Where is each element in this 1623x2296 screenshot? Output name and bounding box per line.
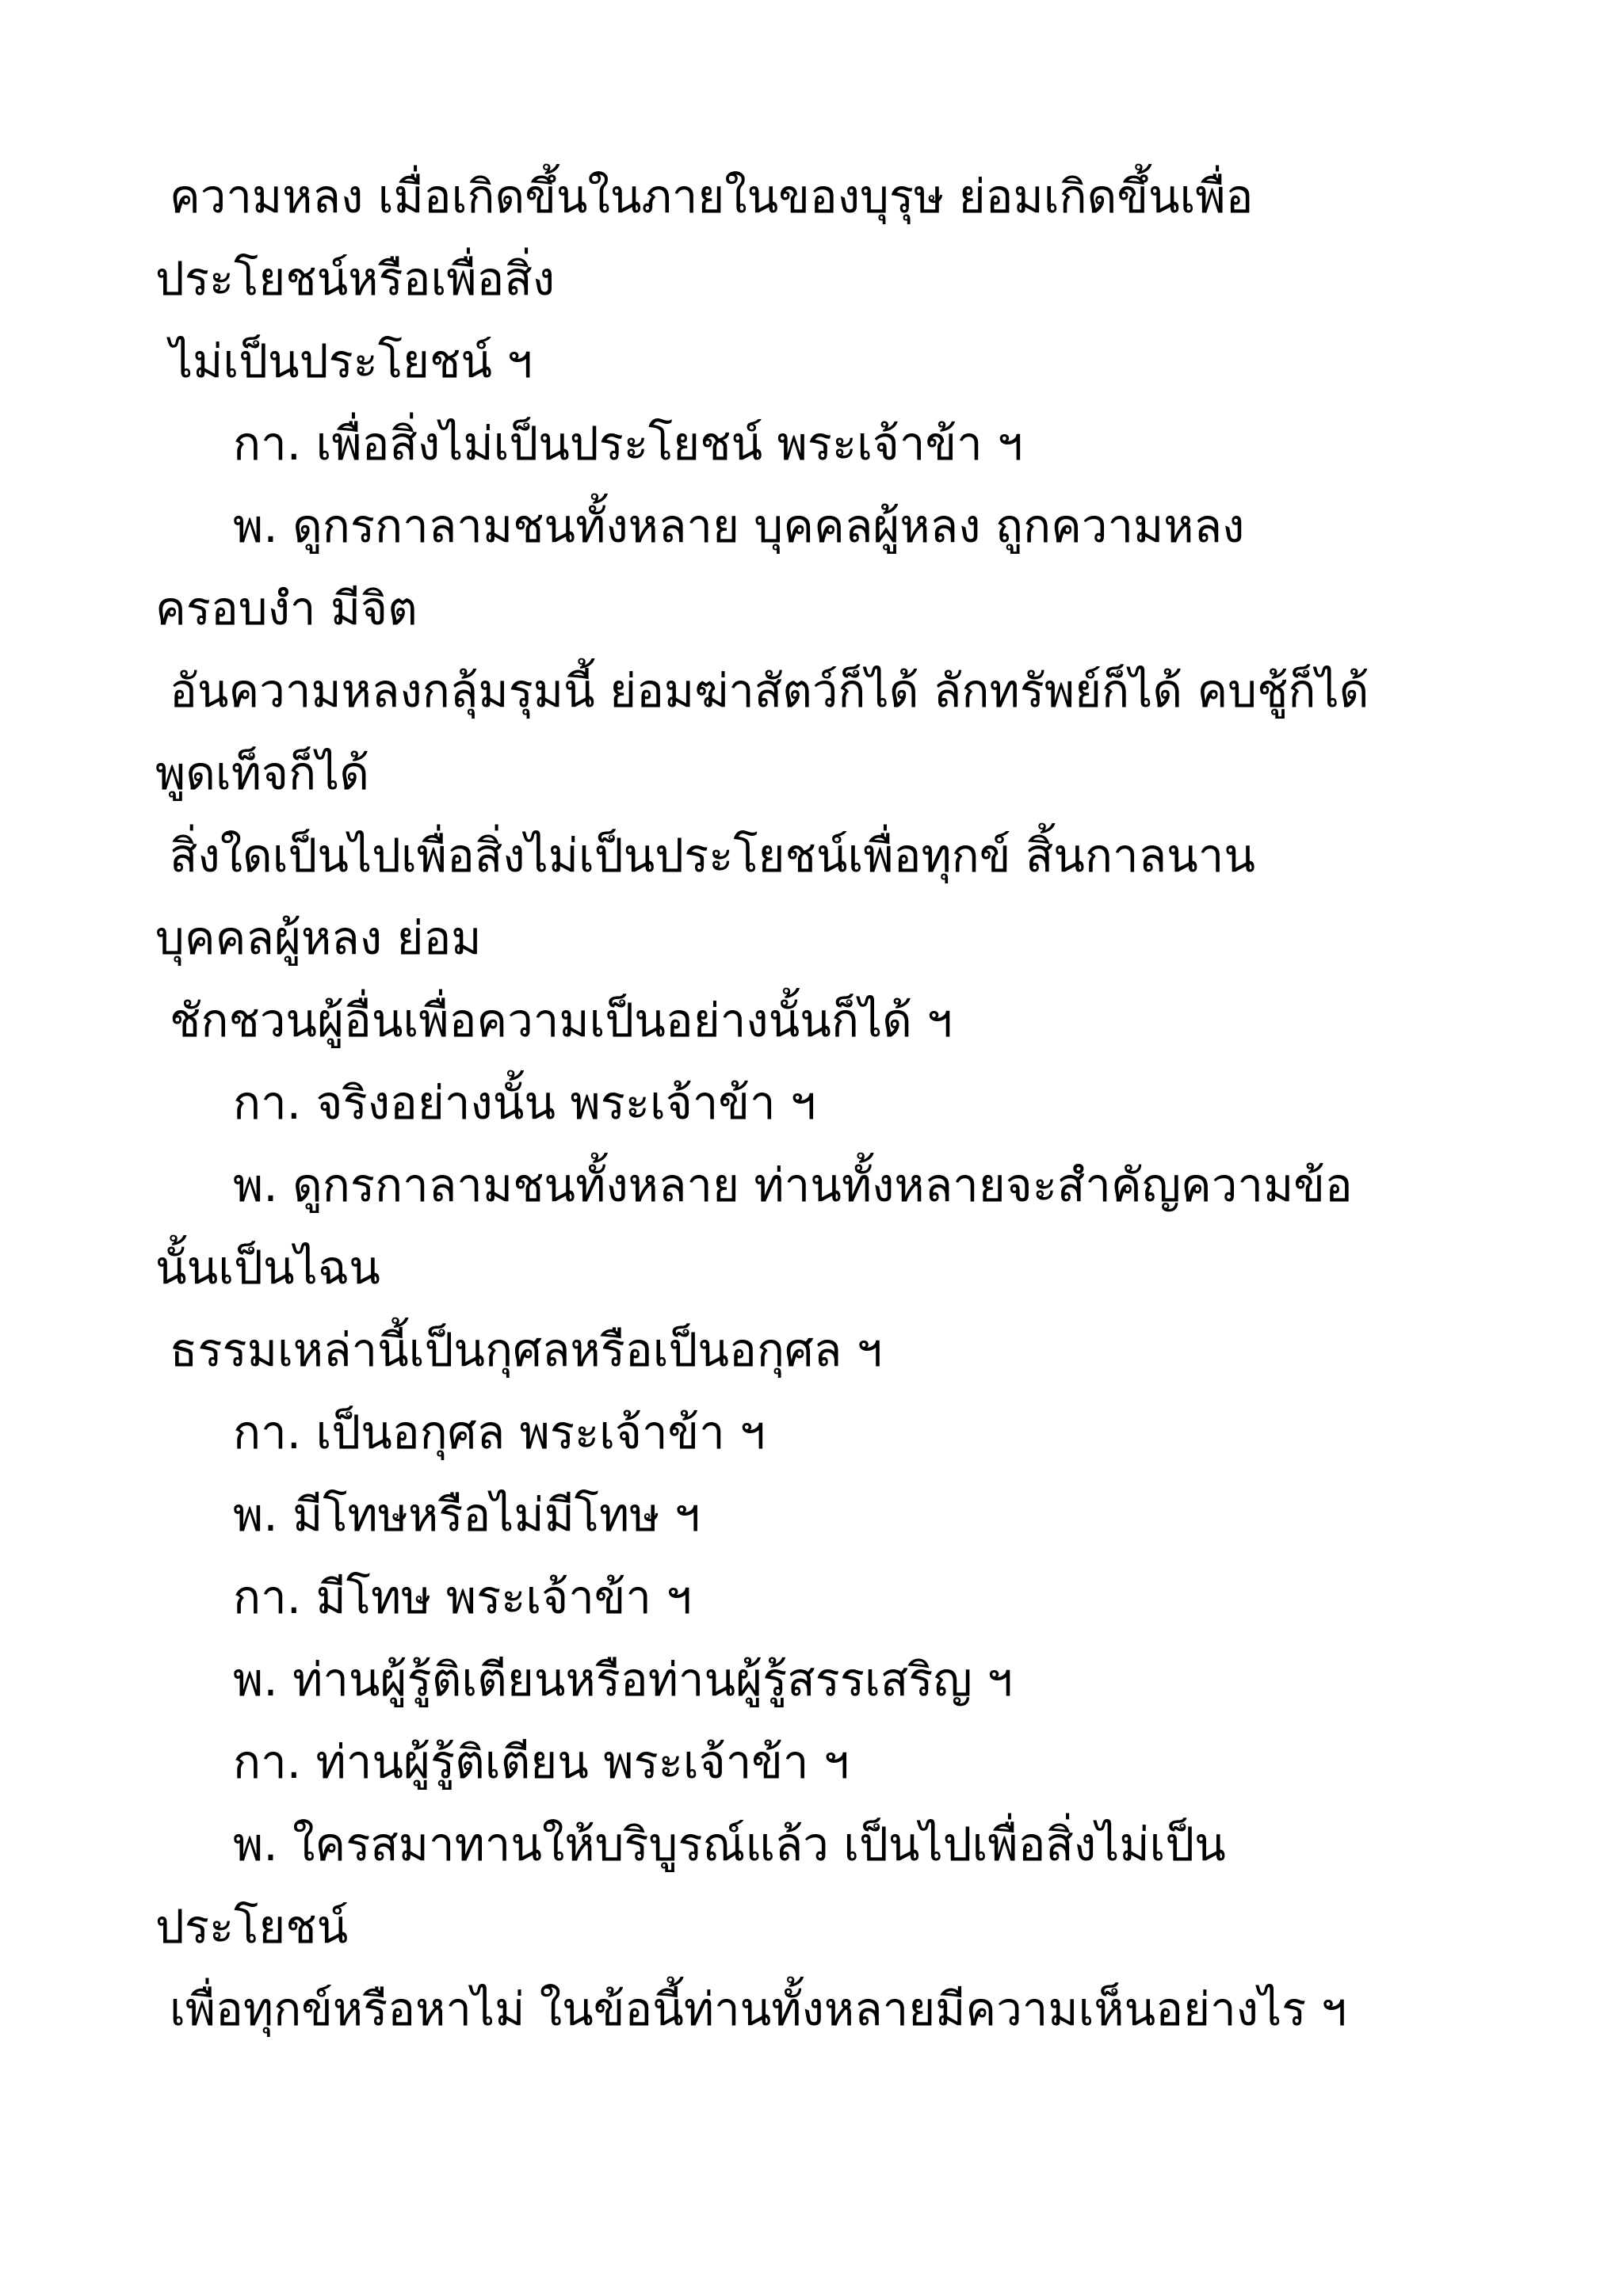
text-line: ครอบงำ มีจิต (155, 582, 418, 635)
text-line: ชักชวนผู้อื่นเพื่อความเป็นอย่างนั้นก็ได้ ฯ (170, 994, 953, 1047)
text-line: กา. เป็นอกุศล พระเจ้าข้า ฯ (233, 1405, 766, 1459)
text-line: เพื่อทุกข์หรือหาไม่ ในข้อนี้ท่านทั้งหลายมีความเห็นอย่างไร ฯ (170, 1982, 1347, 2036)
text-line: พ. ใครสมาทานให้บริบูรณ์แล้ว เป็นไปเพื่อสิ่งไม่เป็น (233, 1817, 1226, 1871)
text-line: นั้นเป็นไฉน (155, 1241, 380, 1295)
text-line: สิ่งใดเป็นไปเพื่อสิ่งไม่เป็นประโยชน์เพื่อทุกข์ สิ้นกาลนาน (170, 829, 1256, 883)
text-line: ความหลง เมื่อเกิดขึ้นในภายในของบุรุษ ย่อมเกิดขึ้นเพื่อ (170, 170, 1254, 223)
text-line: ประโยชน์หรือเพื่อสิ่ง (155, 252, 556, 306)
text-line: อันความหลงกลุ้มรุมนี้ ย่อมฆ่าสัตว์ก็ได้ ลักทรัพย์ก็ได้ คบชู้ก็ได้ (170, 664, 1369, 718)
text-line: ธรรมเหล่านี้เป็นกุศลหรือเป็นอกุศล ฯ (170, 1323, 883, 1377)
text-line: พ. มีโทษหรือไม่มีโทษ ฯ (233, 1488, 701, 1542)
text-line: พ. ท่านผู้รู้ติเตียนหรือท่านผู้รู้สรรเสริญ ฯ (233, 1653, 1013, 1707)
text-line: บุคคลผู้หลง ย่อม (155, 911, 482, 965)
text-line: พูดเท็จก็ได้ (155, 746, 369, 800)
text-line: กา. จริงอย่างนั้น พระเจ้าข้า ฯ (233, 1076, 816, 1130)
text-line: ประโยชน์ (155, 1900, 349, 1954)
text-line: กา. เพื่อสิ่งไม่เป็นประโยชน์ พระเจ้าข้า ฯ (233, 417, 1023, 471)
text-line: กา. มีโทษ พระเจ้าข้า ฯ (233, 1570, 692, 1624)
text-line: ไม่เป็นประโยชน์ ฯ (170, 334, 533, 388)
text-line: พ. ดูกรกาลามชนทั้งหลาย ท่านทั้งหลายจะสำคัญความข้อ (233, 1158, 1353, 1212)
text-line: กา. ท่านผู้รู้ติเตียน พระเจ้าข้า ฯ (233, 1735, 850, 1789)
document-text-body (155, 155, 1503, 2050)
text-line: พ. ดูกรกาลามชนทั้งหลาย บุคคลผู้หลง ถูกความหลง (233, 499, 1245, 553)
